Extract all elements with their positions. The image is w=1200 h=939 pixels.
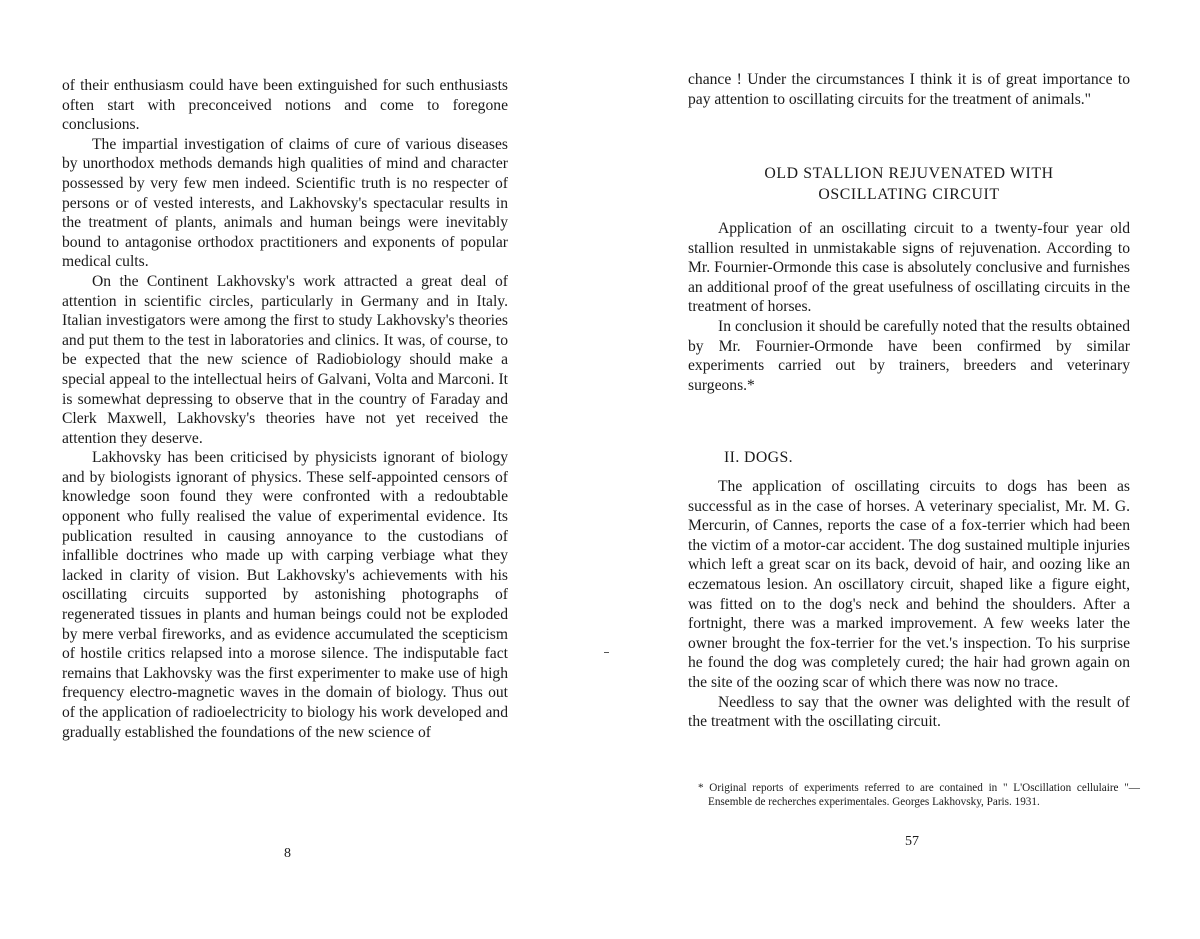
left-paragraph-3: On the Continent Lakhovsky's work attracted a great deal of attention in scientific circles, particularly in Germany and in Italy. Italian investigators were among the first to study Lakhovsky's theories and put them to the test in laboratories and clinics. It was, of course, to be expected that the new science of Radiobiology should make a special appeal to the intellectual heirs of Galvani, Volta and Marconi. It is somewhat depressing to observe that in the country of Faraday and Clerk Maxwell, Lakhovsky's theories have not yet received the attention they deserve.: [62, 272, 508, 447]
stallion-heading-line-1: OLD STALLION REJUVENATED WITH: [764, 165, 1054, 182]
dogs-section-heading: II. DOGS.: [724, 449, 793, 466]
left-paragraph-1: of their enthusiasm could have been extinguished for such enthusiasts often start with preconceived notions and come to foregone conclusions.: [62, 77, 508, 134]
footnote: * Original reports of experiments referred to are contained in " L'Oscillation cellulaire "—Ensemble de recherches experimentales. Georges Lakhovsky, Paris. 1931.: [698, 782, 1140, 808]
dogs-section-body: [688, 477, 1130, 732]
right-opening-paragraph: chance ! Under the circumstances I think it is of great importance to pay attention to oscillating circuits for the treatment of animals.": [688, 71, 1130, 108]
left-paragraph-2: The impartial investigation of claims of cure of various diseases by unorthodox methods demands high qualities of mind and character possessed by very few men indeed. Scientific truth is no respecter of persons or of vested interests, and Lakhovsky's spectacular results in the treatment of plants, animals and human beings were inevitably bound to antagonise orthodox practitioners and exponents of popular medical cults.: [62, 135, 508, 271]
right-page: [600, 0, 1200, 939]
stallion-heading: [688, 163, 1130, 205]
left-paragraph-4: Lakhovsky has been criticised by physicists ignorant of biology and by biologists ignorant of physics. These self-appointed censors of knowledge soon found they were confronted with a redoubtable opponent who fully realised the value of experimental evidence. Its publication resulted in causing annoyance to the custodians of infallible doctrines who made up with carping verbiage what they lacked in clarity of vision. But Lakhovsky's achievements with his oscillating circuits supported by astonishing photographs of regenerated tissues in plants and human beings could not be exploded by mere verbal fireworks, and as evidence accumulated the scepticism of hostile critics relapsed into a morose silence. The indisputable fact remains that Lakhovsky was the first experimenter to make use of high frequency electro-magnetic waves in the domain of biology. Thus out of the application of radioelectricity to biology his work developed and gradually established the foundations of the new science of: [62, 449, 508, 741]
left-page-body: [62, 76, 508, 742]
stallion-section-body: [688, 219, 1130, 395]
left-page-number: 8: [284, 846, 291, 861]
stallion-heading-line-2: OSCILLATING CIRCUIT: [818, 186, 1000, 203]
right-page-number: 57: [905, 834, 919, 849]
stallion-paragraph-1: Application of an oscillating circuit to a twenty-four year old stallion resulted in unmistakable signs of rejuvenation. According to Mr. Fournier-Ormonde this case is absolutely conclusive and furnishes an additional proof of the great usefulness of oscillating circuits in the treatment of horses.: [688, 220, 1130, 316]
stallion-paragraph-2: In conclusion it should be carefully noted that the results obtained by Mr. Fournier-Ormonde have been confirmed by similar experiments carried out by trainers, breeders and veterinary surgeons.*: [688, 317, 1130, 394]
right-page-opening: [688, 70, 1130, 109]
dogs-paragraph-2: Needless to say that the owner was delighted with the result of the treatment with the oscillating circuit.: [688, 693, 1130, 731]
dogs-paragraph-1: The application of oscillating circuits to dogs has been as successful as in the case of horses. A veterinary specialist, Mr. M. G. Mercurin, of Cannes, reports the case of a fox-terrier which had been the victim of a motor-car accident. The dog sustained multiple injuries which left a great scar on its back, devoid of hair, and oozing like an eczematous lesion. An oscillatory circuit, shaped like a figure eight, was fitted on to the dog's neck and behind the shoulders. After a fortnight, there was a marked improvement. A few weeks later the owner brought the fox-terrier for the vet.'s inspection. To his surprise he found the dog was completely cured; the hair had grown again on the site of the oozing scar of which there was now no trace.: [688, 478, 1130, 691]
